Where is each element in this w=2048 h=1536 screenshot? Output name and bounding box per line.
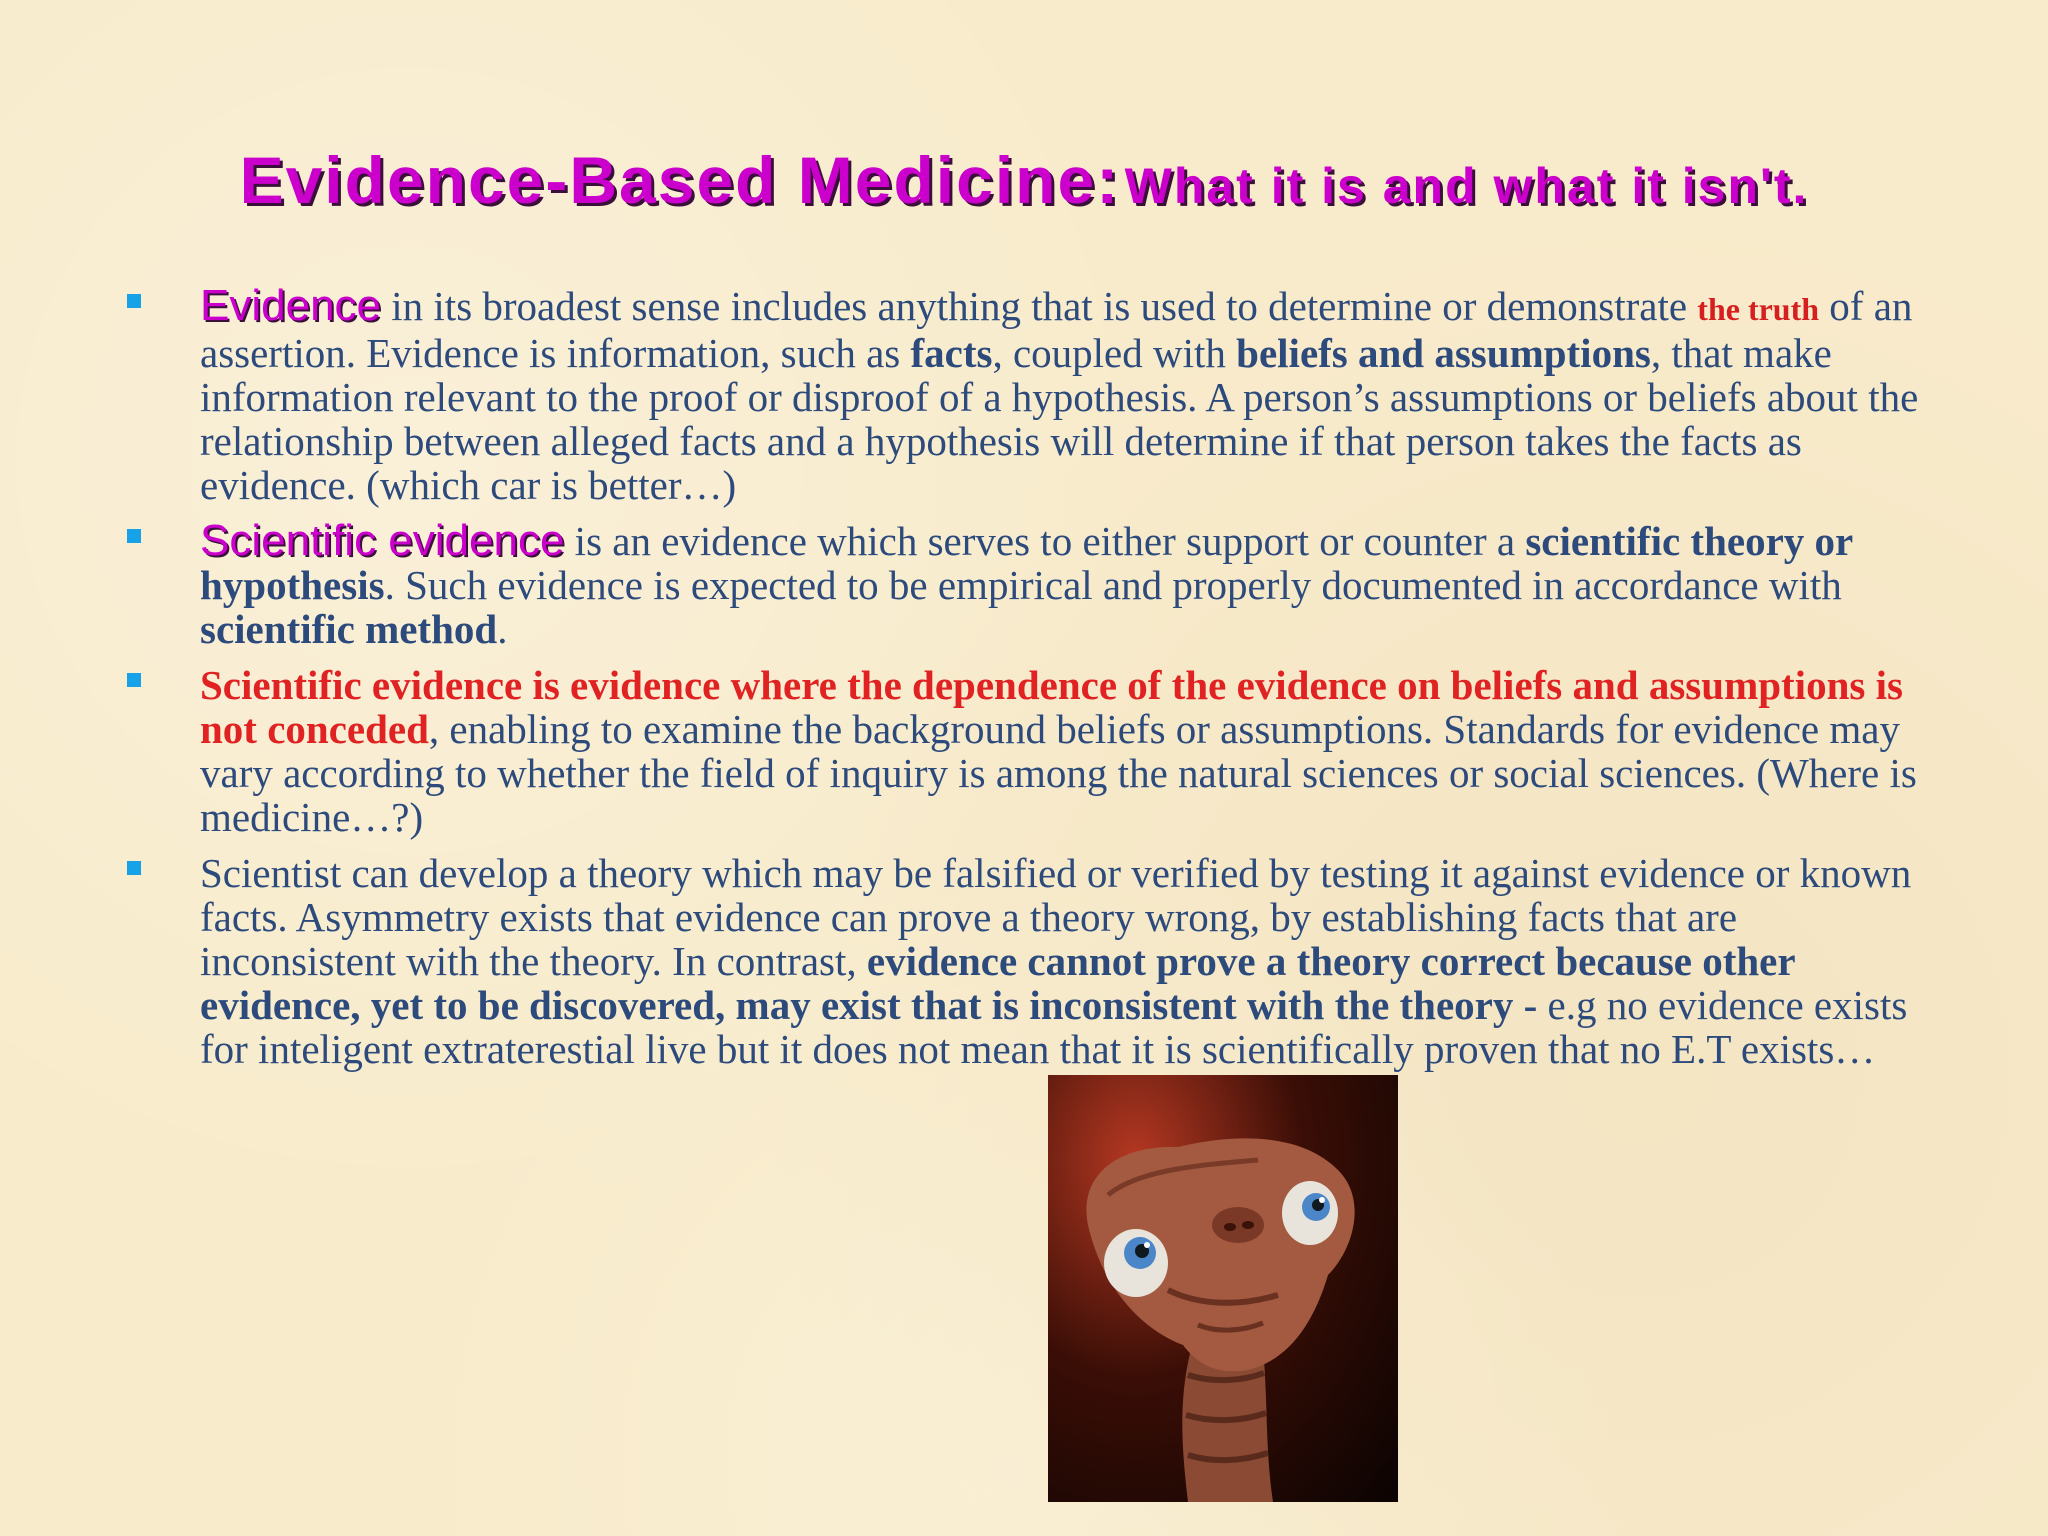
bullet-text: , coupled with (992, 330, 1237, 376)
emphasis-cannot-prove: evidence cannot prove a theory correct because other evidence, yet to be discovered, may exist that is inconsistent with the theory - (200, 938, 1795, 1028)
term-scientific-evidence: Scientific evidence (200, 516, 565, 565)
bullet-falsification (124, 851, 1924, 1071)
bullet-list (124, 281, 1924, 1083)
bullet-text: . Such evidence is expected to be empirical and properly documented in accordance with (384, 562, 1842, 608)
bullet-text: e.g no evidence exists for inteligent extraterestial live but it does not mean that it is scientifically proven that no E.T exists… (200, 982, 1908, 1072)
bullet-text: , that make information relevant to the proof or disproof of a hypothesis. A person’s assumptions or beliefs about the relationship between alleged facts and a hypothesis will determine if that person takes the facts as evidence. (which car is better…) (200, 330, 1919, 508)
bullet-text: of an assertion. Evidence is information, such as (200, 283, 1913, 376)
et-alien-illustration (1048, 1075, 1398, 1502)
emphasis-red-statement: Scientific evidence is evidence where the dependence of the evidence on beliefs and assumptions is not conceded (200, 662, 1903, 752)
square-bullet-icon (127, 529, 141, 543)
term-evidence: Evidence (200, 281, 382, 330)
et-alien-image (1048, 1075, 1398, 1502)
square-bullet-icon (127, 673, 141, 687)
bullet-text: . (497, 606, 508, 652)
title-subtitle: What it is and what it isn't. (1124, 158, 1809, 214)
square-bullet-icon (127, 294, 141, 308)
bullet-dependence (124, 663, 1924, 839)
square-bullet-icon (127, 861, 141, 875)
bullet-evidence (124, 281, 1924, 508)
emphasis-the-truth: the truth (1697, 291, 1820, 327)
title-main: Evidence-Based Medicine: (239, 143, 1121, 217)
bullet-text: Scientist can develop a theory which may be falsified or verified by testing it against evidence or known facts. Asymmetry exists that evidence can prove a theory wrong, by establishing facts that are inconsistent with the theory. In contrast, (200, 850, 1912, 984)
bullet-text: is an evidence which serves to either support or counter a (564, 518, 1526, 564)
emphasis-theory: scientific theory or hypothesis (200, 518, 1853, 608)
slide-title (0, 142, 2048, 218)
emphasis-beliefs: beliefs and assumptions (1236, 330, 1651, 376)
bullet-text: in its broadest sense includes anything that is used to determine or demonstrate (381, 283, 1698, 329)
bullet-scientific-evidence (124, 516, 1924, 652)
emphasis-facts: facts (910, 330, 993, 376)
emphasis-scientific-method: scientific method (200, 606, 498, 652)
bullet-text: , enabling to examine the background beliefs or assumptions. Standards for evidence may vary according to whether the field of inquiry is among the natural sciences or social sciences. (Where is medicine…?) (200, 706, 1917, 840)
